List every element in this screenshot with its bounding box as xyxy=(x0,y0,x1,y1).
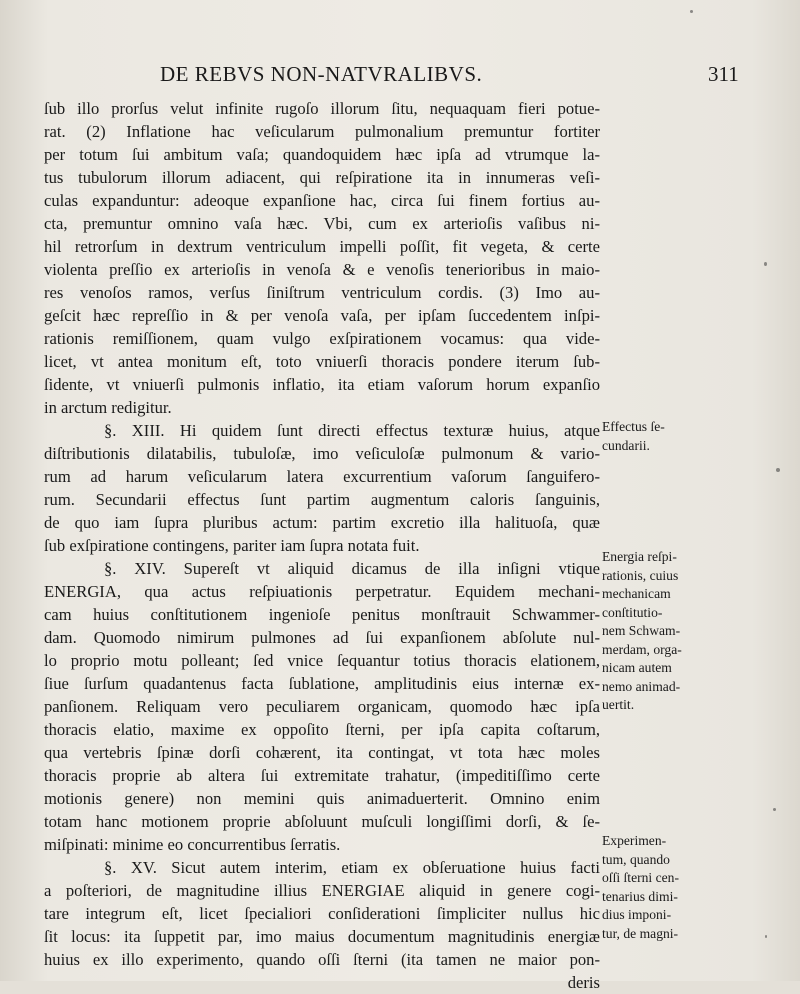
margin-note xyxy=(602,832,798,943)
page-number: 311 xyxy=(708,62,739,86)
text-line: licet, vt antea monitum eſt, toto vniuerſi thoracis pondere iterum ſub- xyxy=(44,352,600,371)
margin-note-line: dius imponi- xyxy=(602,907,672,922)
text-line: lo proprio motu polleant; ſed vnice ſequantur totius thoracis elationem, xyxy=(44,651,600,670)
margin-note-line: mechanicam xyxy=(602,586,671,601)
text-line: §. XIV. Supereſt vt aliquid dicamus de illa inſigni vtique xyxy=(104,559,600,578)
text-line: dam. Quomodo nimirum pulmones ad ſui expanſionem abſolute nul- xyxy=(44,628,600,647)
margin-note-line: Energia reſpi- xyxy=(602,549,677,564)
margin-notes-column xyxy=(602,0,798,981)
text-line: panſionem. Reliquam vero peculiarem organicam, quomodo hæc ipſa xyxy=(44,697,600,716)
margin-note-line: conſtitutio- xyxy=(602,604,663,620)
text-line: ſidente, vt vniuerſi pulmonis inflatio, ita etiam vaſorum horum expanſio xyxy=(44,375,600,394)
text-line: tus tubulorum illorum adiacent, qui reſpiratione ita in innumeras veſi- xyxy=(44,168,600,187)
margin-note-line: rationis, cuius xyxy=(602,567,679,583)
text-line: motionis genere) non memini quis animaduerterit. Omnino enim xyxy=(44,789,600,808)
text-line: res venoſos ramos, verſus ſiniſtrum ventriculum cordis. (3) Imo au- xyxy=(44,283,600,302)
text-line: de quo iam ſupra pluribus actum: partim excretio illa halituoſa, quæ xyxy=(44,513,600,532)
margin-note xyxy=(602,548,798,715)
margin-note-line: nemo animad- xyxy=(602,678,681,694)
text-line: §. XV. Sicut autem interim, etiam ex obſeruatione huius facti xyxy=(104,858,600,877)
text-line: hil retrorſum in dextrum ventriculum impelli poſſit, fit vegeta, & certe xyxy=(44,237,600,256)
ink-speck xyxy=(690,10,693,13)
text-line: ſit locus: ita ſuppetit par, imo maius documentum magnitudinis energiæ xyxy=(44,927,600,946)
ink-speck xyxy=(773,808,776,811)
text-line: culas expanduntur: adeoque expanſione hac, circa ſui finem fortius au- xyxy=(44,191,600,210)
text-line: ENERGIA, qua actus reſpiuationis perpetratur. Equidem mechani- xyxy=(44,582,600,601)
text-line: per totum ſui ambitum vaſa; quandoquidem hæc ipſa ad vtrumque la- xyxy=(44,145,600,164)
text-line: miſpinati: minime eo concurrentibus ſerratis. xyxy=(44,835,341,854)
text-line: tare integrum eſt, licet ſpecialiori conſiderationi ſimpliciter nullus hic xyxy=(44,904,600,923)
text-line: ſub exſpiratione contingens, pariter iam ſupra notata fuit. xyxy=(44,536,420,555)
text-line: §. XIII. Hi quidem ſunt directi effectus texturæ huius, atque xyxy=(104,421,600,440)
text-line: thoracis proprie ab altera ſui extremitate trahatur, (impeditiſſimo certe xyxy=(44,766,600,785)
text-line: rat. (2) Inflatione hac veſicularum pulmonalium premuntur fortiter xyxy=(44,122,600,141)
margin-note-line: tenarius dimi- xyxy=(602,888,678,904)
margin-note-line: tur, de magni- xyxy=(602,925,679,941)
text-line: cam huius conſtitutionem ingenioſe penitus monſtrauit Schwammer- xyxy=(44,605,600,624)
text-line: thoracis elatio, maxime ex oppoſito ſterni, per ipſa capita coſtarum, xyxy=(44,720,600,739)
text-line: in arctum redigitur. xyxy=(44,398,172,417)
margin-note-line: Effectus ſe- xyxy=(602,419,665,434)
ink-speck xyxy=(776,468,780,472)
main-text-column xyxy=(44,97,600,994)
text-line: totam hanc motionem proprie abſoluunt muſculi longiſſimi dorſi, & ſe- xyxy=(44,812,600,831)
margin-note-line: Experimen- xyxy=(602,833,667,848)
text-line: geſcit hæc repreſſio in & per venoſa vaſa, per ipſam ſuccedentem inſpi- xyxy=(44,306,600,325)
text-line: rationis remiſſionem, quam vulgo exſpirationem vocamus: qua vide- xyxy=(44,329,600,348)
text-line: ſiue ſurſum quadantenus facta ſublatione, amplitudinis eius internæ ex- xyxy=(44,674,600,693)
margin-note-line: merdam, orga- xyxy=(602,641,682,657)
ink-speck xyxy=(765,935,767,938)
margin-note-line: oſſi ſterni cen- xyxy=(602,870,680,885)
margin-note-line: tum, quando xyxy=(602,851,670,867)
text-line: rum. Secundarii effectus ſunt partim augmentum caloris ſanguinis, xyxy=(44,490,600,509)
margin-note-line: nicam autem xyxy=(602,660,672,675)
text-line: cta, premuntur omnino vaſa hæc. Vbi, cum ex arterioſis vaſibus ni- xyxy=(44,214,600,233)
margin-note-line: cundarii. xyxy=(602,437,650,453)
text-line: deris xyxy=(567,973,600,992)
text-line: a poſteriori, de magnitudine illius ENERGIAE aliquid in genere cogi- xyxy=(44,881,600,900)
text-line: huius ex illo experimento, quando oſſi ſterni (ita tamen ne maior pon- xyxy=(44,950,600,969)
text-line: rum ad harum veſicularum latera excurrentium vaſorum ſanguifero- xyxy=(44,467,600,486)
margin-note-line: uertit. xyxy=(602,697,635,712)
text-line: violenta preſſio ex arterioſis in venoſa & e venoſis tenerioribus in maio- xyxy=(44,260,600,279)
text-line: ſub illo prorſus velut infinite rugoſo illorum ſitu, nequaquam fieri potue- xyxy=(44,99,600,118)
margin-note-line: nem Schwam- xyxy=(602,623,681,638)
ink-speck xyxy=(764,262,767,266)
margin-note xyxy=(602,418,798,455)
text-line: qua vertebris ſpinæ dorſi cohærent, ita contingat, vt tota hæc moles xyxy=(44,743,600,762)
running-head: DE REBVS NON-NATVRALIBVS. xyxy=(160,62,483,86)
text-line: diſtributionis dilatabilis, tubuloſæ, imo veſiculoſæ pulmonum & vario- xyxy=(44,444,600,463)
